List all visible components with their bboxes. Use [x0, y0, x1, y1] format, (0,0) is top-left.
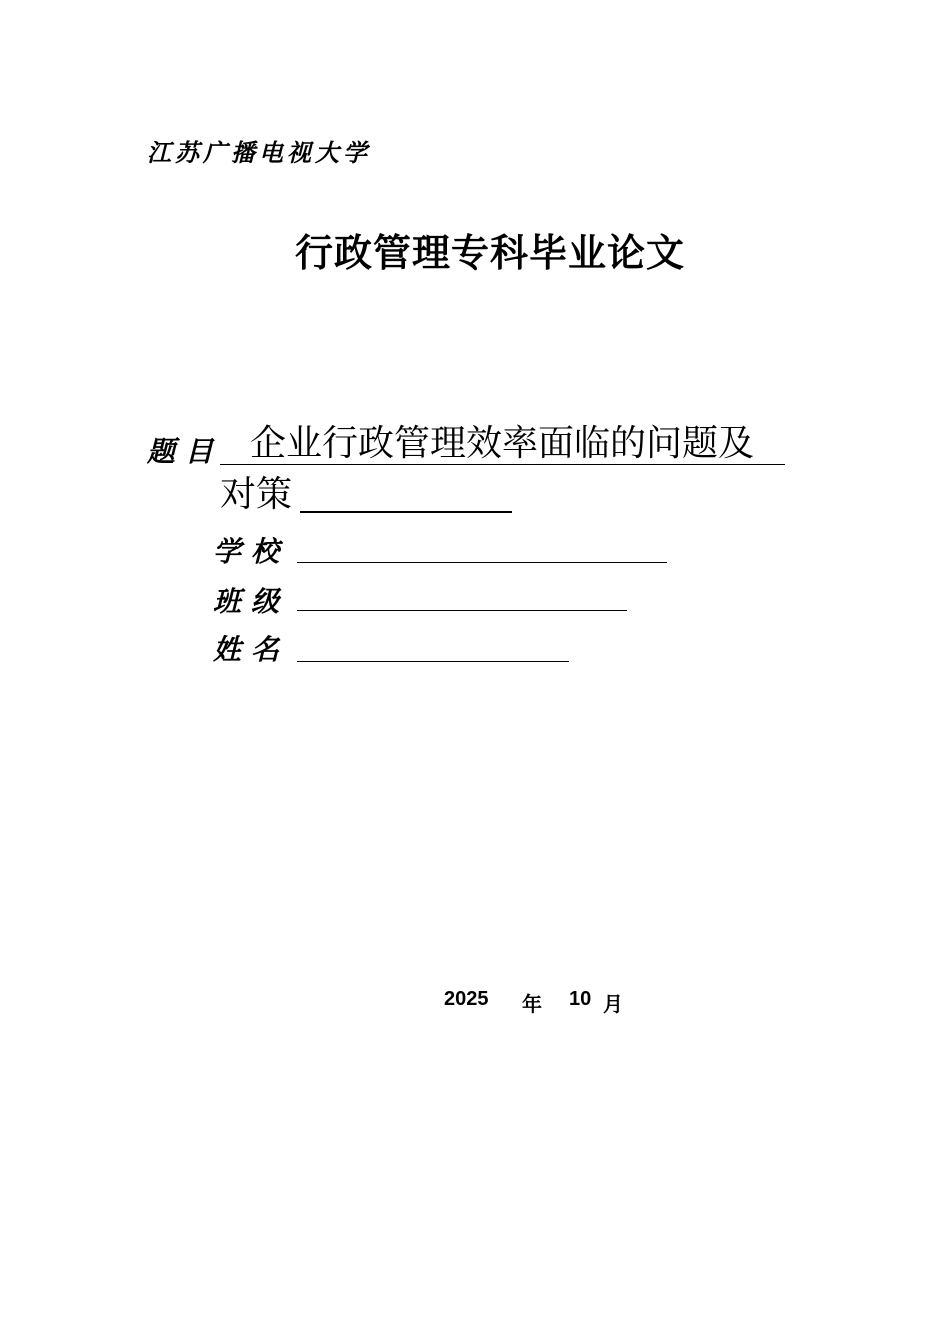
name-label: 姓名 — [213, 633, 290, 666]
class-field-line — [297, 610, 627, 611]
school-field-line — [297, 562, 667, 563]
university-name: 江苏广播电视大学 — [147, 138, 371, 167]
document-title: 行政管理专科毕业论文 — [294, 231, 685, 275]
topic-value-line1: 企业行政管理效率面临的问题及 — [220, 424, 785, 465]
topic-value-line2: 对策 — [220, 474, 293, 515]
school-label: 学校 — [213, 535, 290, 568]
date-month-unit: 月 — [603, 994, 623, 1016]
class-label: 班级 — [213, 585, 290, 618]
date-year: 2025 — [444, 988, 489, 1010]
topic-underline — [300, 511, 512, 513]
name-field-line — [297, 661, 569, 662]
date-year-unit: 年 — [522, 994, 542, 1016]
topic-label: 题目 — [147, 435, 224, 468]
date-month: 10 — [569, 988, 592, 1010]
